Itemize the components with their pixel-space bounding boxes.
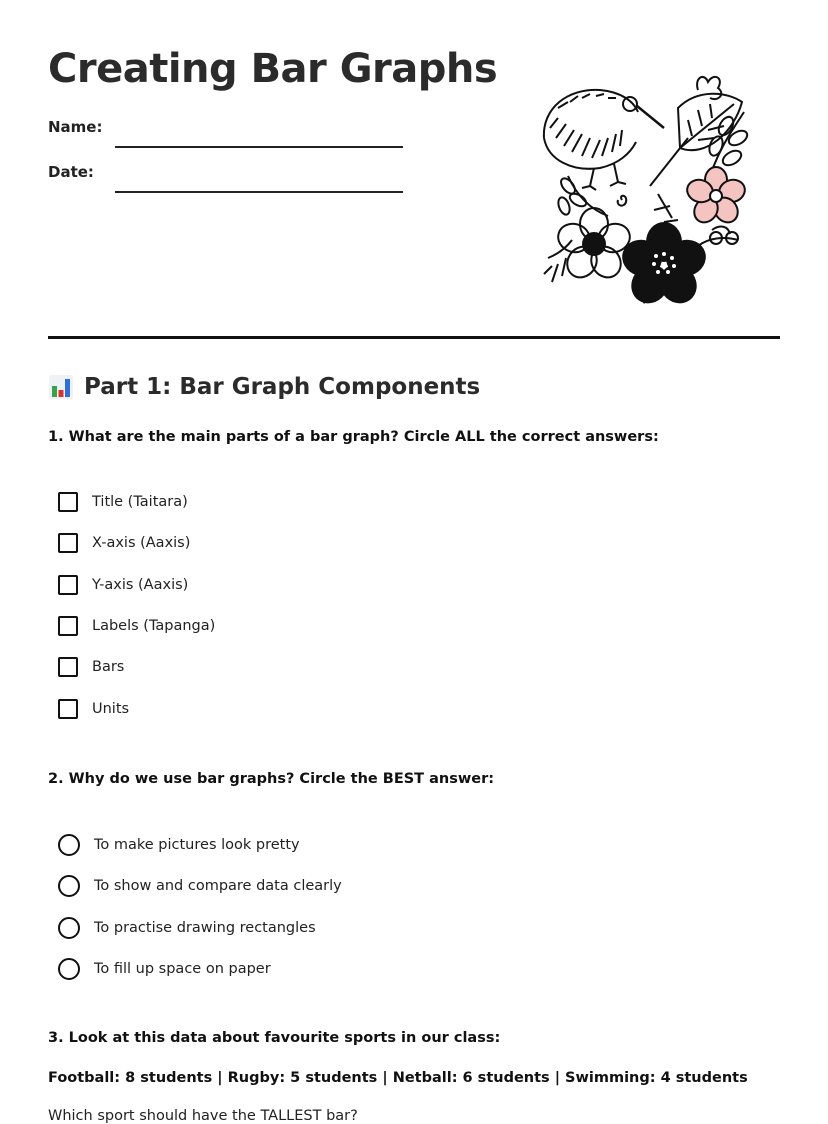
section-divider xyxy=(48,336,780,339)
q2-option[interactable] xyxy=(58,958,271,980)
question-2: 2. Why do we use bar graphs? Circle the BEST answer: xyxy=(48,771,495,787)
question-3: 3. Look at this data about favourite sports in our class: xyxy=(48,1030,501,1046)
name-write-line[interactable] xyxy=(115,145,403,148)
date-label: Date: xyxy=(48,163,94,181)
checkbox[interactable] xyxy=(58,657,78,677)
kiwi-flower-illustration xyxy=(538,68,756,304)
q2-option[interactable] xyxy=(58,834,300,856)
option-label: To show and compare data clearly xyxy=(94,878,342,894)
radio-circle[interactable] xyxy=(58,958,80,980)
radio-circle[interactable] xyxy=(58,834,80,856)
sports-data-line: Football: 8 students | Rugby: 5 students | Netball: 6 students | Swimming: 4 students xyxy=(48,1070,748,1086)
checkbox[interactable] xyxy=(58,533,78,553)
radio-circle[interactable] xyxy=(58,917,80,939)
q1-option[interactable] xyxy=(58,492,188,512)
q1-option[interactable] xyxy=(58,616,215,636)
part1-heading-text: Part 1: Bar Graph Components xyxy=(84,374,481,400)
bar-chart-icon xyxy=(48,374,74,400)
q2-option[interactable] xyxy=(58,917,316,939)
option-label: X-axis (Aaxis) xyxy=(92,535,191,551)
q2-option[interactable] xyxy=(58,875,342,897)
option-label: To practise drawing rectangles xyxy=(94,920,316,936)
checkbox[interactable] xyxy=(58,699,78,719)
q1-option[interactable] xyxy=(58,575,188,595)
name-label: Name: xyxy=(48,118,103,136)
q1-option[interactable] xyxy=(58,657,124,677)
checkbox[interactable] xyxy=(58,575,78,595)
checkbox[interactable] xyxy=(58,616,78,636)
q1-option[interactable] xyxy=(58,699,129,719)
radio-circle[interactable] xyxy=(58,875,80,897)
option-label: Units xyxy=(92,701,130,717)
option-label: To fill up space on paper xyxy=(94,961,271,977)
q1-option[interactable] xyxy=(58,533,190,553)
option-label: Y-axis (Aaxis) xyxy=(92,577,189,593)
option-label: Title (Taitara) xyxy=(92,494,188,510)
date-field xyxy=(48,163,403,181)
date-write-line[interactable] xyxy=(115,190,403,193)
part1-heading xyxy=(48,374,480,400)
option-label: Labels (Tapanga) xyxy=(92,618,216,634)
page-title: Creating Bar Graphs xyxy=(48,46,498,92)
option-label: Bars xyxy=(92,659,125,675)
question-3-followup: Which sport should have the TALLEST bar? xyxy=(48,1108,358,1124)
checkbox[interactable] xyxy=(58,492,78,512)
name-field xyxy=(48,118,403,136)
option-label: To make pictures look pretty xyxy=(94,837,300,853)
question-1: 1. What are the main parts of a bar graph? Circle ALL the correct answers: xyxy=(48,429,659,445)
